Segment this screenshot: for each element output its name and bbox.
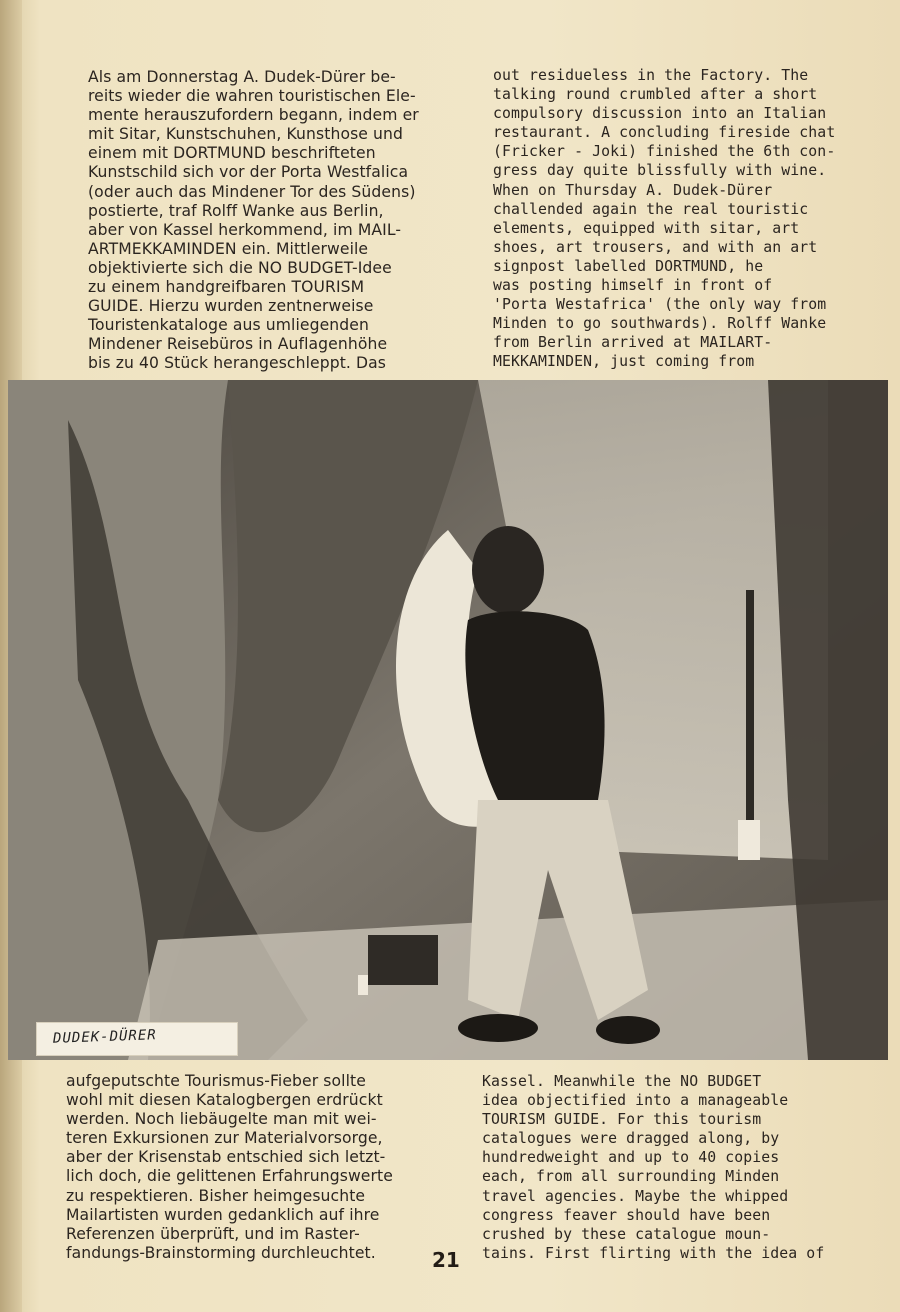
photo-illustration — [8, 380, 888, 1060]
text-line: travel agencies. Maybe the whipped — [482, 1187, 789, 1205]
text-line: elements, equipped with sitar, art — [493, 219, 800, 237]
text-line: signpost labelled DORTMUND, he — [493, 257, 764, 275]
text-line: crushed by these catalogue moun- — [482, 1225, 771, 1243]
text-line: restaurant. A concluding fireside chat — [493, 124, 836, 142]
text-line: einem mit DORTMUND beschrifteten — [88, 144, 376, 163]
text-column-bottom-right — [482, 1072, 825, 1263]
text-line: wohl mit diesen Katalogbergen erdrückt — [66, 1091, 383, 1110]
text-line: GUIDE. Hierzu wurden zentnerweise — [88, 297, 374, 316]
text-column-top-right — [493, 66, 836, 372]
text-line: objektivierte sich die NO BUDGET-Idee — [88, 258, 392, 277]
text-line: aber der Krisenstab entschied sich letzt- — [66, 1148, 386, 1167]
text-line: (oder auch das Mindener Tor des Südens) — [88, 182, 416, 201]
text-line: shoes, art trousers, and with an art — [493, 238, 818, 256]
text-line: each, from all surrounding Minden — [482, 1168, 780, 1186]
text-line: When on Thursday A. Dudek-Dürer — [493, 181, 773, 199]
text-line: challended again the real touristic — [493, 200, 809, 218]
text-line: Mindener Reisebüros in Auflagenhöhe — [88, 335, 388, 354]
text-line: mente herauszufordern begann, indem er — [88, 106, 419, 125]
text-line: 'Porta Westafrica' (the only way from — [493, 296, 827, 314]
text-line: TOURISM GUIDE. For this tourism — [482, 1111, 762, 1129]
text-line: MEKKAMINDEN, just coming from — [493, 353, 755, 371]
text-line: Referenzen überprüft, und im Raster- — [66, 1224, 360, 1243]
text-line: hundredweight and up to 40 copies — [482, 1149, 780, 1167]
text-line: ARTMEKKAMINDEN ein. Mittlerweile — [88, 239, 369, 258]
text-line: fandungs-Brainstorming durchleuchtet. — [66, 1243, 376, 1262]
photograph — [8, 380, 888, 1060]
text-line: Minden to go southwards). Rolff Wanke — [493, 315, 827, 333]
text-line: bis zu 40 Stück herangeschleppt. Das — [88, 354, 387, 373]
text-line: idea objectified into a manageable — [482, 1092, 789, 1110]
text-line: compulsory discussion into an Italian — [493, 105, 827, 123]
text-line: talking round crumbled after a short — [493, 86, 818, 104]
photo-caption-label — [36, 1022, 238, 1056]
text-column-bottom-left — [66, 1072, 426, 1263]
text-line: postierte, traf Rolff Wanke aus Berlin, — [88, 201, 384, 220]
text-line: zu einem handgreifbaren TOURISM — [88, 278, 365, 297]
text-line: out residueless in the Factory. The — [493, 67, 809, 84]
text-line: Mailartisten wurden gedanklich auf ihre — [66, 1205, 380, 1224]
text-line: zu respektieren. Bisher heimgesuchte — [66, 1186, 366, 1205]
text-line: Kunstschild sich vor der Porta Westfalica — [88, 163, 409, 182]
page-number: 21 — [432, 1248, 460, 1272]
text-line: Als am Donnerstag A. Dudek-Dürer be- — [88, 68, 396, 86]
text-line: reits wieder die wahren touristischen Ele- — [88, 87, 416, 106]
text-line: Kassel. Meanwhile the NO BUDGET — [482, 1073, 762, 1090]
text-line: catalogues were dragged along, by — [482, 1130, 780, 1148]
text-line: Touristenkataloge aus umliegenden — [88, 316, 369, 335]
text-line: teren Exkursionen zur Materialvorsorge, — [66, 1129, 383, 1148]
text-line: lich doch, die gelittenen Erfahrungswerte — [66, 1167, 393, 1186]
text-line: mit Sitar, Kunstschuhen, Kunsthose und — [88, 125, 404, 144]
text-line: (Fricker - Joki) finished the 6th con- — [493, 143, 836, 161]
text-line: werden. Noch liebäugelte man mit wei- — [66, 1110, 377, 1129]
text-line: was posting himself in front of — [493, 277, 773, 295]
text-line: from Berlin arrived at MAILART- — [493, 334, 773, 352]
text-line: aufgeputschte Tourismus-Fieber sollte — [66, 1072, 366, 1090]
text-line: congress feaver should have been — [482, 1206, 771, 1224]
text-line: gress day quite blissfully with wine. — [493, 162, 827, 180]
text-line: aber von Kassel herkommend, im MAIL- — [88, 220, 402, 239]
text-line: tains. First flirting with the idea of — [482, 1244, 825, 1262]
text-column-top-left — [88, 68, 458, 374]
photo-caption-text: DUDEK-DÜRER — [52, 1027, 157, 1047]
